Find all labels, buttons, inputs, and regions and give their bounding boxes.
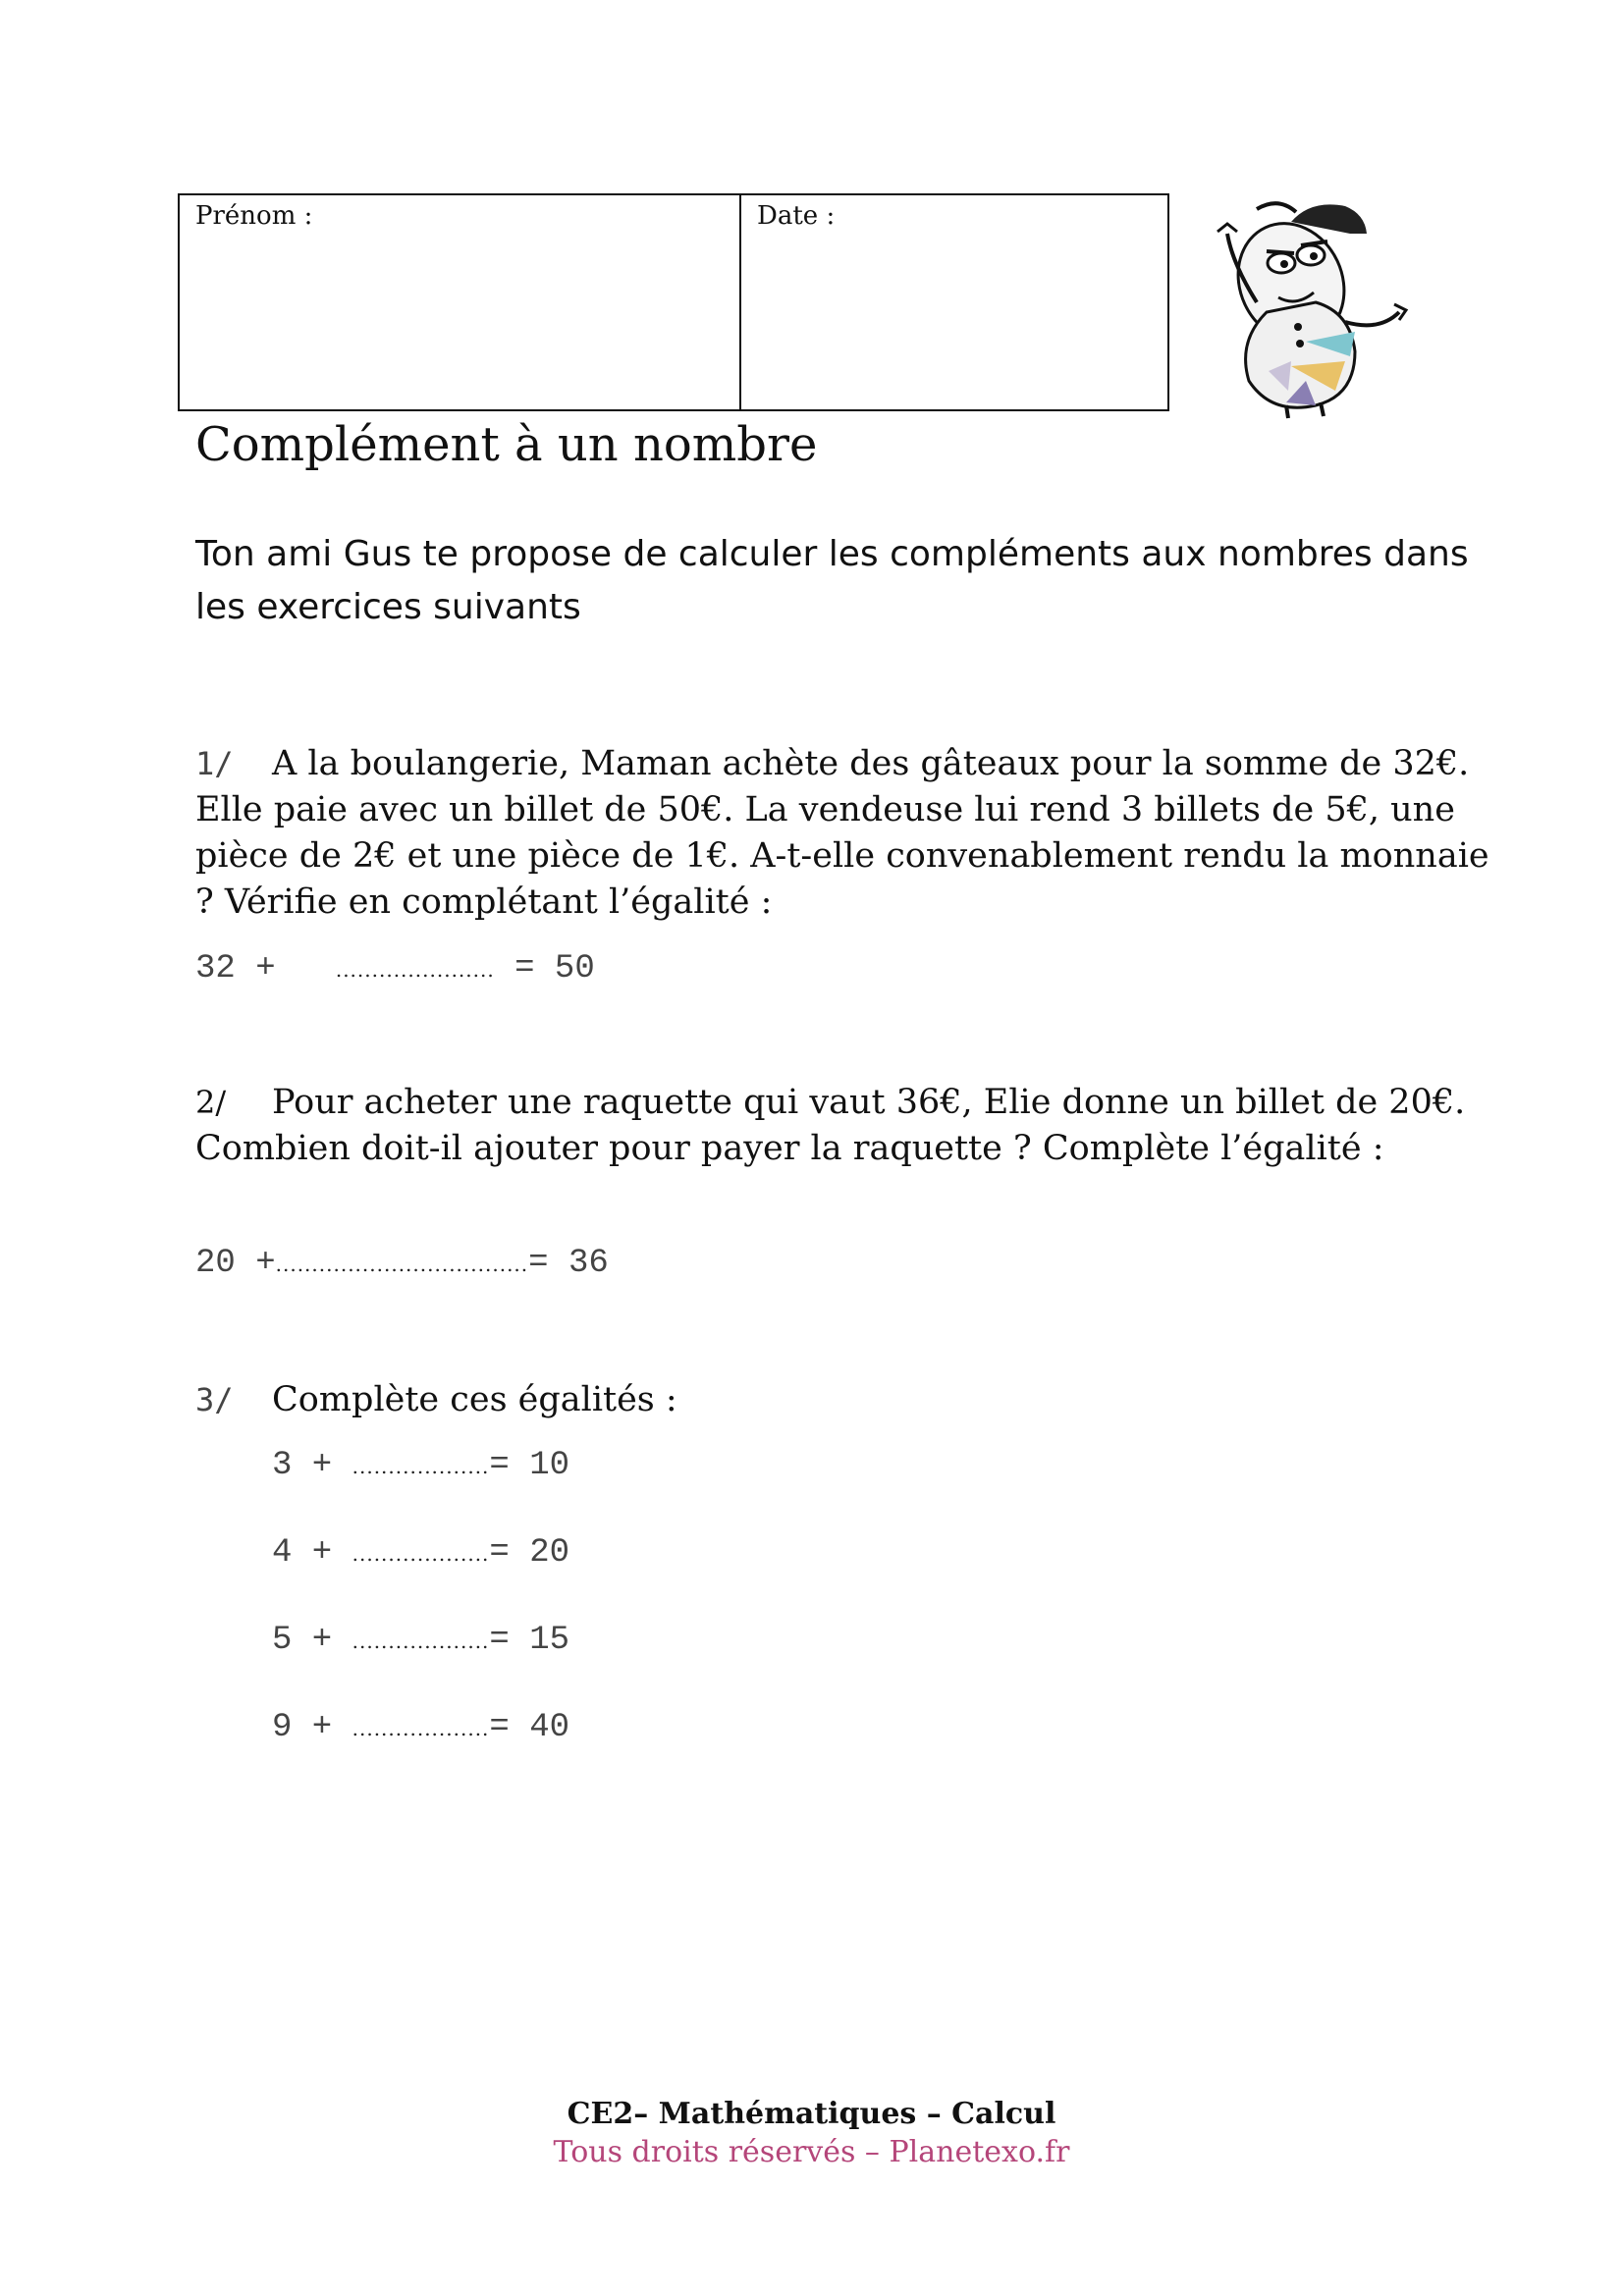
exercise-1 <box>195 741 1501 926</box>
footer-course: CE2– Mathématiques – Calcul <box>567 2097 1056 2131</box>
intro-text: Ton ami Gus te propose de calculer les compléments aux nombres dans les exercices suivants <box>195 534 1469 627</box>
equation-left: 3 + <box>272 1447 333 1484</box>
equation-2[interactable] <box>195 1245 609 1282</box>
answer-blank[interactable]: ................... <box>352 1455 490 1478</box>
exercise-3 <box>195 1377 1501 1423</box>
exercise-text: Pour acheter une raquette qui vaut 36€, Elie donne un billet de 20€. Combien doit-il ajouter pour payer la raquette ? Complète l’égalité : <box>195 1083 1466 1168</box>
equation-left: 9 + <box>272 1709 333 1746</box>
exercise-number: 3/ <box>195 1381 234 1418</box>
exercise-number: 2/ <box>195 1084 227 1121</box>
exercise-text: A la boulangerie, Maman achète des gâteaux pour la somme de 32€. Elle paie avec un billet de 50€. La vendeuse lui rend 3 billets de 5€, une pièce de 2€ et une pièce de 1€. A-t-elle convenablement rendu la monnaie ? Vérifie en complétant l’égalité : <box>195 744 1489 922</box>
exercise-2 <box>195 1080 1501 1172</box>
footer-copyright: Tous droits réservés – Planetexo.fr <box>553 2135 1070 2169</box>
exercise-number: 1/ <box>195 745 234 782</box>
equation-3b[interactable] <box>272 1534 569 1572</box>
equation-right: = 40 <box>489 1709 570 1746</box>
equation-left: 20 + <box>195 1245 276 1282</box>
equation-right: = 50 <box>514 950 595 988</box>
name-date-box <box>178 193 1169 411</box>
date-label: Date : <box>757 201 836 231</box>
equation-right: = 10 <box>489 1447 570 1484</box>
prenom-field[interactable] <box>180 195 741 409</box>
answer-blank[interactable]: ................... <box>352 1717 490 1740</box>
equation-right: = 36 <box>528 1245 609 1282</box>
prenom-label: Prénom : <box>195 201 313 231</box>
answer-blank[interactable]: ...................... <box>335 958 495 982</box>
equation-right: = 20 <box>489 1534 570 1572</box>
answer-blank[interactable]: ................... <box>352 1542 490 1566</box>
answer-blank[interactable]: ................... <box>352 1629 490 1653</box>
equation-left: 5 + <box>272 1622 333 1659</box>
page-title: Complément à un nombre <box>195 417 818 472</box>
equation-1[interactable] <box>195 950 595 988</box>
equation-right: = 15 <box>489 1622 570 1659</box>
exercise-text: Complète ces égalités : <box>272 1380 677 1419</box>
equation-left: 4 + <box>272 1534 333 1572</box>
gus-sheep-mascot-icon <box>1198 194 1414 420</box>
answer-blank[interactable]: ................................... <box>275 1253 529 1276</box>
equation-3c[interactable] <box>272 1622 569 1659</box>
equation-3d[interactable] <box>272 1709 569 1746</box>
equation-left: 32 + <box>195 950 276 988</box>
equation-3a[interactable] <box>272 1447 569 1484</box>
date-field[interactable] <box>741 195 1167 409</box>
